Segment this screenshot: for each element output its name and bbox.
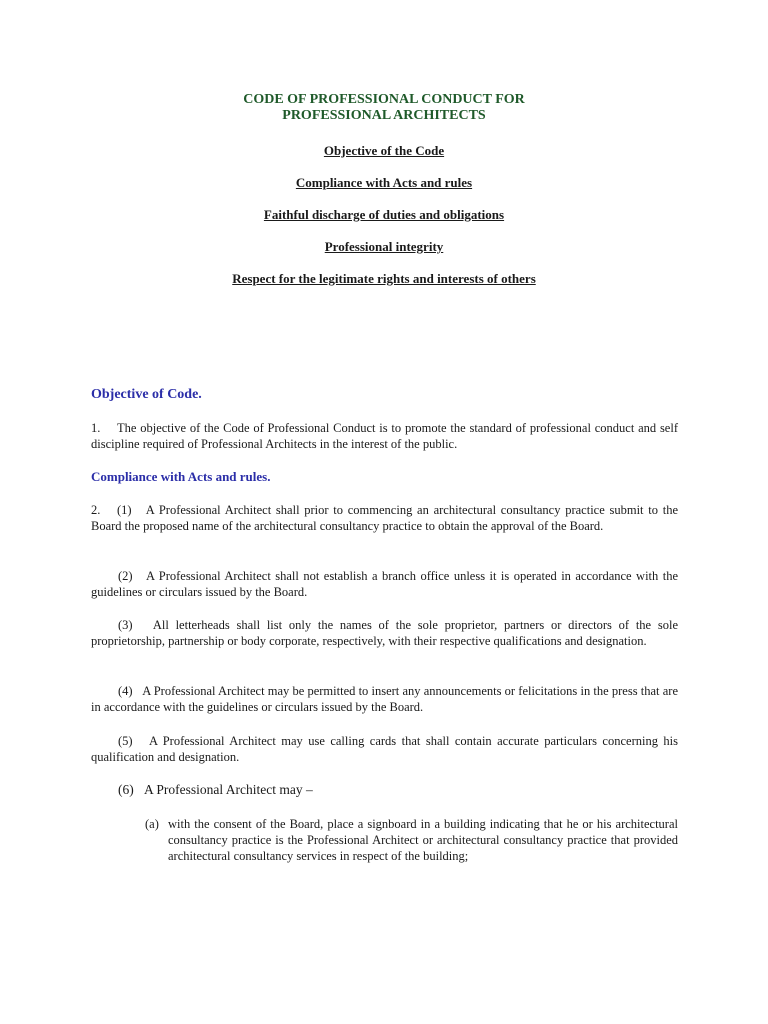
list-item-a: [145, 816, 678, 864]
sub-number: (6): [118, 782, 134, 797]
paragraph-number: 1.: [91, 421, 101, 435]
paragraph-1: [91, 420, 678, 452]
paragraph-text: A Professional Architect may –: [144, 782, 313, 797]
toc-item-professional-integrity: Professional integrity: [324, 239, 444, 254]
paragraph-text: All letterheads shall list only the names of the sole proprietor, partners or directors of the sole proprietorship, partnership or body corporate, respectively, with their respective qualifications and designation.: [91, 618, 679, 648]
paragraph-text: A Professional Architect may be permitted to insert any announcements or felicitations in the press that are in accordance with the guidelines or circulars issued by the Board.: [91, 684, 678, 714]
paragraph-text: The objective of the Code of Professional Conduct is to promote the standard of professional conduct and self discipline required of Professional Architects in the interest of the public.: [91, 421, 678, 451]
paragraph-text: A Professional Architect shall not establish a branch office unless it is operated in accordance with the guidelines or circulars issued by the Board.: [91, 569, 678, 599]
sub-number: (3): [118, 618, 133, 632]
section-heading-compliance: Compliance with Acts and rules.: [91, 469, 271, 484]
paragraph-2-2: [91, 568, 678, 600]
list-item-text: with the consent of the Board, place a signboard in a building indicating that he or his architectural consultancy practice is the Professional Architect or architectural consultancy practice that provided architectural consultancy services in respect of the building;: [168, 817, 678, 863]
paragraph-number: 2.: [91, 503, 101, 517]
paragraph-text: A Professional Architect shall prior to commencing an architectural consultancy practice submit to the Board the proposed name of the architectural consultancy practice to obtain the approval of the Board.: [91, 503, 678, 533]
paragraph-2-6: [118, 782, 313, 798]
paragraph-2-5: [91, 733, 678, 765]
sub-number: (1): [117, 503, 132, 517]
paragraph-text: A Professional Architect may use calling cards that shall contain accurate particulars concerning his qualification and designation.: [91, 734, 678, 764]
list-item-label: (a): [145, 817, 159, 831]
sub-number: (2): [118, 569, 133, 583]
toc-item-compliance: Compliance with Acts and rules: [295, 175, 473, 190]
toc-item-objective: Objective of the Code: [323, 143, 445, 158]
title-line-2: PROFESSIONAL ARCHITECTS: [282, 108, 486, 123]
sub-number: (4): [118, 684, 133, 698]
paragraph-2-3: [91, 617, 678, 649]
toc-item-respect: Respect for the legitimate rights and interests of others: [232, 271, 536, 286]
paragraph-2-4: [91, 683, 678, 715]
document-title: [0, 92, 768, 124]
title-line-1: CODE OF PROFESSIONAL CONDUCT FOR: [243, 92, 525, 107]
paragraph-2-1: [91, 502, 678, 534]
sub-number: (5): [118, 734, 133, 748]
table-of-contents: [0, 143, 768, 303]
toc-item-faithful-discharge: Faithful discharge of duties and obligations: [263, 207, 505, 222]
section-heading-objective: Objective of Code.: [91, 387, 202, 402]
